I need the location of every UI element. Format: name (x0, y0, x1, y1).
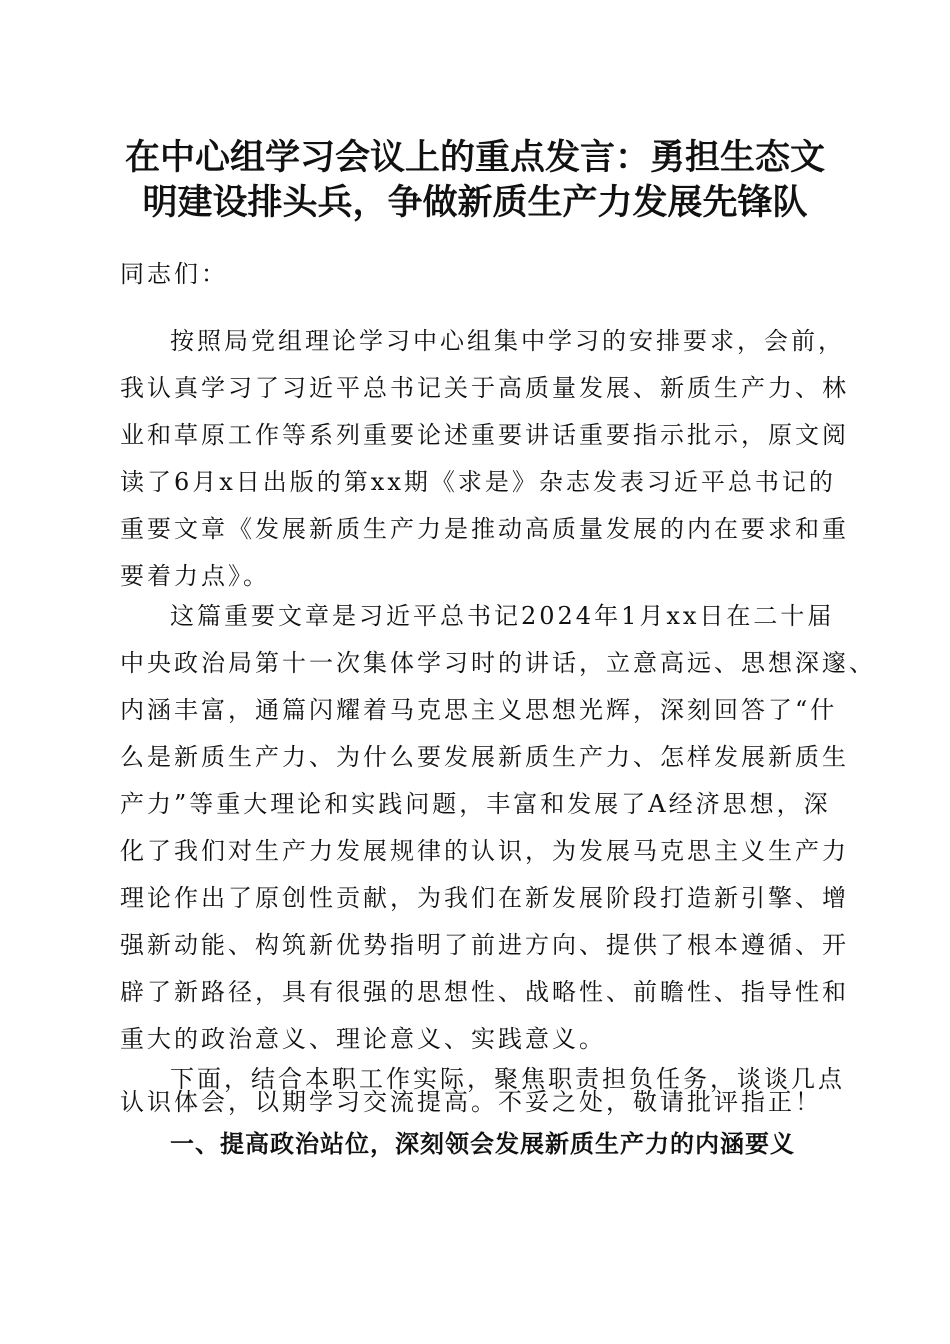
document-title-line-1: 在中心组学习会议上的重点发言：勇担生态文 (124, 137, 825, 178)
paragraph-2-line-8: 强新动能、构筑新优势指明了前进方向、提供了根本遵循、开 (120, 931, 849, 959)
paragraph-1-line-5: 重要文章《发展新质生产力是推动高质量发展的内在要求和重 (120, 515, 849, 543)
paragraph-1-line-6: 要着力点》。 (120, 562, 270, 590)
paragraph-2-line-1: 这篇重要文章是习近平总书记2024年1月xx日在二十届 (170, 602, 835, 630)
paragraph-2-line-9: 辟了新路径，具有很强的思想性、战略性、前瞻性、指导性和 (120, 978, 849, 1006)
salutation: 同志们： (120, 260, 228, 288)
paragraph-1-line-3: 业和草原工作等系列重要论述重要讲话重要指示批示，原文阅 (120, 421, 849, 449)
section-heading: 一、提高政治站位，深刻领会发展新质生产力的内涵要义 (170, 1130, 795, 1158)
paragraph-2-line-7: 理论作出了原创性贡献，为我们在新发展阶段打造新引擎、增 (120, 884, 849, 912)
paragraph-1-line-4: 读了6月x日出版的第xx期《求是》杂志发表习近平总书记的 (120, 468, 836, 496)
paragraph-1-line-2: 我认真学习了习近平总书记关于高质量发展、新质生产力、林 (120, 374, 849, 402)
paragraph-2-line-10: 重大的政治意义、理论意义、实践意义。 (120, 1025, 606, 1053)
paragraph-2-line-4: 么是新质生产力、为什么要发展新质生产力、怎样发展新质生 (120, 743, 849, 771)
document-title-line-2: 明建设排头兵，争做新质生产力发展先锋队 (142, 182, 808, 223)
paragraph-1-line-1: 按照局党组理论学习中心组集中学习的安排要求，会前， (170, 327, 845, 355)
paragraph-2-line-5: 产力”等重大理论和实践问题，丰富和发展了A经济思想，深 (120, 790, 831, 818)
paragraph-2-line-3: 内涵丰富，通篇闪耀着马克思主义思想光辉，深刻回答了“什 (120, 696, 838, 724)
paragraph-3-line-2: 认识体会，以期学习交流提高。不妥之处，敬请批评指正！ (120, 1088, 822, 1116)
paragraph-3-line-1: 下面，结合本职工作实际，聚焦职责担负任务，谈谈几点 (170, 1065, 845, 1093)
paragraph-2-line-6: 化了我们对生产力发展规律的认识，为发展马克思主义生产力 (120, 837, 849, 865)
paragraph-2-line-2: 中央政治局第十一次集体学习时的讲话，立意高远、思想深邃、 (120, 649, 876, 677)
